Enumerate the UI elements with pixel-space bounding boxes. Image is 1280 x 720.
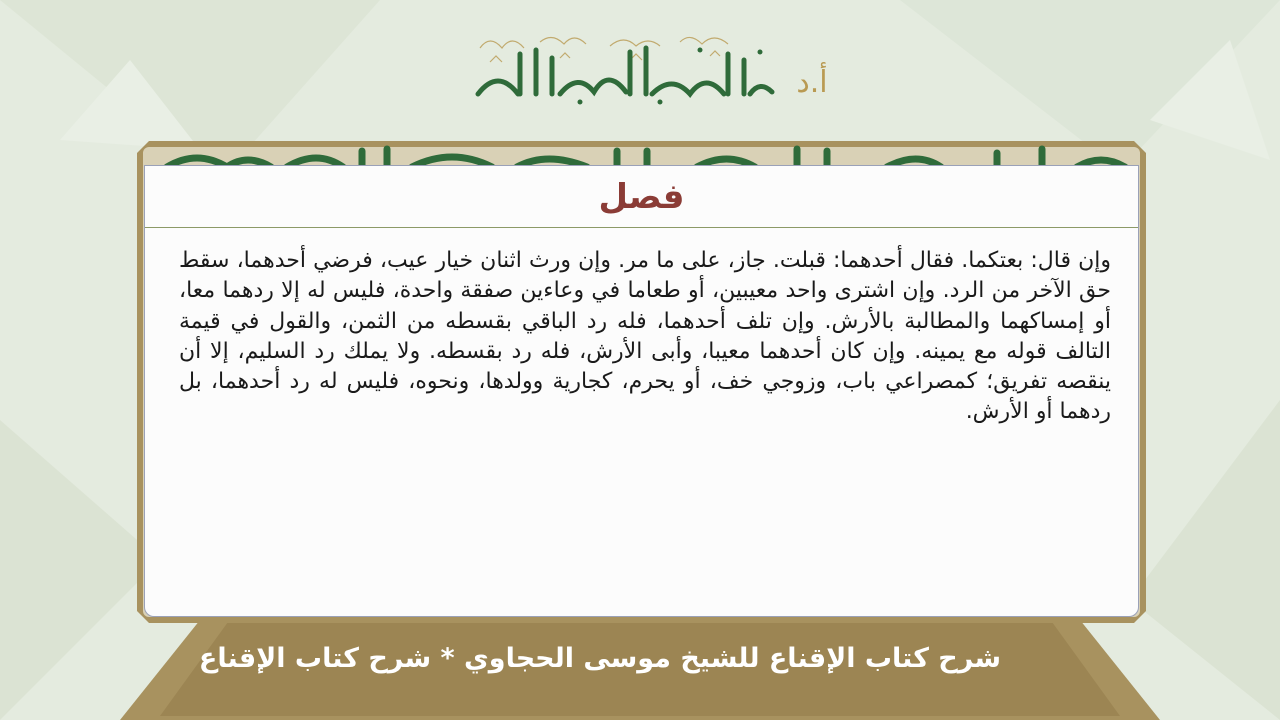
content-card <box>137 141 1146 623</box>
footer-banner <box>198 630 1002 686</box>
card-content <box>144 165 1139 617</box>
author-calligraphy-logo <box>460 28 830 108</box>
section-title-band <box>145 166 1138 228</box>
svg-text:أ.د: أ.د <box>796 65 828 100</box>
section-body-text: وإن قال: بعتكما. فقال أحدهما: قبلت. جاز، على ما مر. وإن ورث اثنان خيار عيب، فرضي أحدهما، سقط حق الآخر من الرد. وإن اشترى واحد معيبين، أو طعاما في وعاءين صفقة واحدة، فليس له إلا ردهما معا، أو إمساكهما والمطالبة بالأرش. وإن تلف أحدهما، فله رد الباقي بقسطه من الثمن، والقول في قيمة التالف قوله مع يمينه. وإن كان أحدهما معيبا، وأبى الأرش، فله رد بقسطه. ولا يملك رد السليم، إلا أن ينقصه تفريق؛ كمصراعي باب، وزوجي خف، أو يحرم، كجارية وولدها، ونحوه، فليس له رد أحدهما، بل ردهما أو الأرش. <box>179 248 1111 425</box>
footer-banner-text: شرح كتاب الإقناع للشيخ موسى الحجاوي * شرح كتاب الإقناع <box>198 642 1002 674</box>
section-title: فصل <box>598 176 685 217</box>
